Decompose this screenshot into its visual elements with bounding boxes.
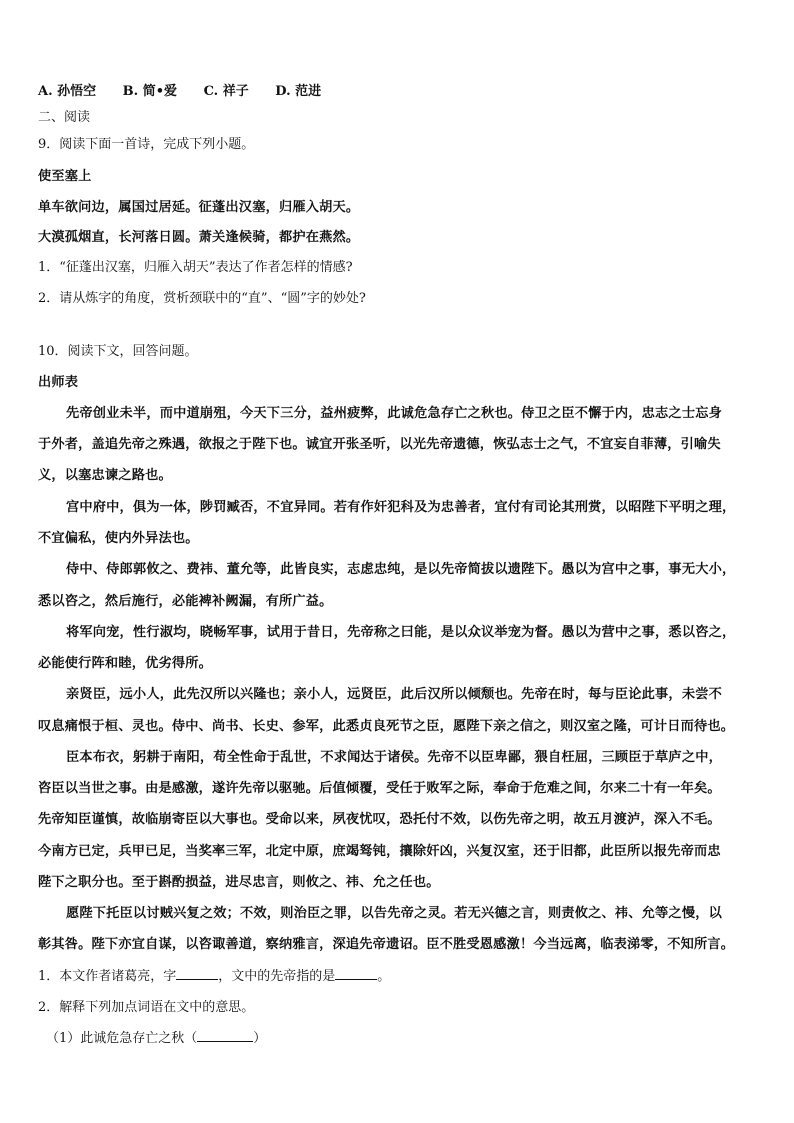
essay-line: 义，以塞忠谏之路也。 bbox=[38, 468, 172, 483]
question-10-sub-2-item-1 bbox=[46, 1030, 766, 1048]
section-heading: 二、阅读 bbox=[38, 110, 91, 125]
essay-line: 陛下之职分也。至于斟酌损益，进尽忠言，则攸之、祎、允之任也。 bbox=[38, 875, 440, 890]
sub-1-text-c: 。 bbox=[377, 969, 391, 984]
essay-line: 彰其咎。陛下亦宜自谋，以咨诹善道，察纳雅言，深追先帝遗诏。臣不胜受恩感激！今当远离，临表涕零，不知所言。 bbox=[38, 937, 735, 952]
option-b: B. 简•爱 bbox=[122, 84, 178, 99]
essay-line: 叹息痛恨于桓、灵也。侍中、尚书、长史、参军，此悉贞良死节之臣，愿陛下亲之信之，则汉室之隆，可计日而待也。 bbox=[38, 719, 735, 734]
essay-line: 悉以咨之，然后施行，必能裨补阙漏，有所广益。 bbox=[38, 594, 333, 609]
essay-line: 先帝创业未半，而中道崩殂，今天下三分，益州疲弊，此诚危急存亡之秋也。侍卫之臣不懈于内，忠志之士忘身 bbox=[66, 406, 722, 421]
essay-line: 亲贤臣，远小人，此先汉所以兴隆也；亲小人，远贤臣，此后汉所以倾颓也。先帝在时，每与臣论此事，未尝不 bbox=[66, 687, 722, 702]
essay-line: 必能使行阵和睦，优劣得所。 bbox=[38, 656, 213, 671]
essay-line: 不宜偏私，使内外异法也。 bbox=[38, 531, 199, 546]
essay-line: 先帝知臣谨慎，故临崩寄臣以大事也。受命以来，夙夜忧叹，恐托付不效，以伤先帝之明，故五月渡泸，深入不毛。 bbox=[38, 812, 721, 827]
question-10-sub-2: 2．解释下列加点词语在文中的意思。 bbox=[38, 1000, 255, 1015]
answer-options bbox=[38, 83, 758, 101]
question-10-prompt: 10．阅读下文，回答问题。 bbox=[38, 344, 198, 359]
item-1-text: （1）此诚危急存亡之秋（ bbox=[46, 1031, 198, 1046]
question-9-sub-1: 1．“征蓬出汉塞，归雁入胡天”表达了作者怎样的情感? bbox=[38, 260, 353, 275]
question-9-sub-2: 2．请从炼字的角度，赏析颈联中的“直”、“圆”字的妙处? bbox=[38, 291, 366, 306]
answer-blank-former-emperor[interactable] bbox=[335, 979, 377, 980]
essay-line: 咨臣以当世之事。由是感激，遂许先帝以驱驰。后值倾覆，受任于败军之际，奉命于危难之间，尔来二十有一年矣。 bbox=[38, 781, 721, 796]
option-a: A. 孙悟空 bbox=[38, 84, 97, 99]
poem-line-1: 单车欲问边，属国过居延。征蓬出汉塞，归雁入胡天。 bbox=[38, 200, 360, 215]
answer-blank-courtesy-name[interactable] bbox=[176, 979, 218, 980]
essay-title: 出师表 bbox=[38, 375, 79, 390]
essay-line: 愿陛下托臣以讨贼兴复之效；不效，则治臣之罪，以告先帝之灵。若无兴德之言，则责攸之、祎、允等之慢，以 bbox=[66, 906, 722, 921]
option-c: C. 祥子 bbox=[203, 84, 249, 99]
essay-line: 侍中、侍郎郭攸之、费祎、董允等，此皆良实，志虑忠纯，是以先帝简拔以遗陛下。愚以为宫中之事，事无大小， bbox=[66, 562, 736, 577]
essay-line: 臣本布衣，躬耕于南阳，苟全性命于乱世，不求闻达于诸侯。先帝不以臣卑鄙，猥自枉屈，三顾臣于草庐之中， bbox=[66, 750, 722, 765]
essay-line: 宫中府中，俱为一体，陟罚臧否，不宜异同。若有作奸犯科及为忠善者，宜付有司论其刑赏，以昭陛下平明之理， bbox=[66, 500, 736, 515]
question-9-prompt: 9．阅读下面一首诗，完成下列小题。 bbox=[38, 137, 255, 152]
essay-line: 于外者，盖追先帝之殊遇，欲报之于陛下也。诚宜开张圣听，以光先帝遗德，恢弘志士之气，不宜妄自菲薄，引喻失 bbox=[38, 437, 721, 452]
essay-line: 今南方已定，兵甲已足，当奖率三军，北定中原，庶竭驽钝，攘除奸凶，兴复汉室，还于旧都，此臣所以报先帝而忠 bbox=[38, 844, 721, 859]
item-1-close: ） bbox=[253, 1031, 267, 1046]
poem-title: 使至塞上 bbox=[38, 169, 92, 184]
answer-blank-item-1[interactable] bbox=[197, 1041, 253, 1042]
sub-1-text-a: 1．本文作者诸葛亮，字 bbox=[38, 969, 177, 984]
poem-line-2: 大漠孤烟直，长河落日圆。萧关逢候骑，都护在燕然。 bbox=[38, 230, 360, 245]
sub-1-text-b: ，文中的先帝指的是 bbox=[218, 969, 336, 984]
question-10-sub-1 bbox=[38, 968, 758, 986]
essay-line: 将军向宠，性行淑均，晓畅军事，试用于昔日，先帝称之曰能，是以众议举宠为督。愚以为营中之事，悉以咨之， bbox=[66, 625, 736, 640]
option-d: D. 范进 bbox=[275, 84, 322, 99]
